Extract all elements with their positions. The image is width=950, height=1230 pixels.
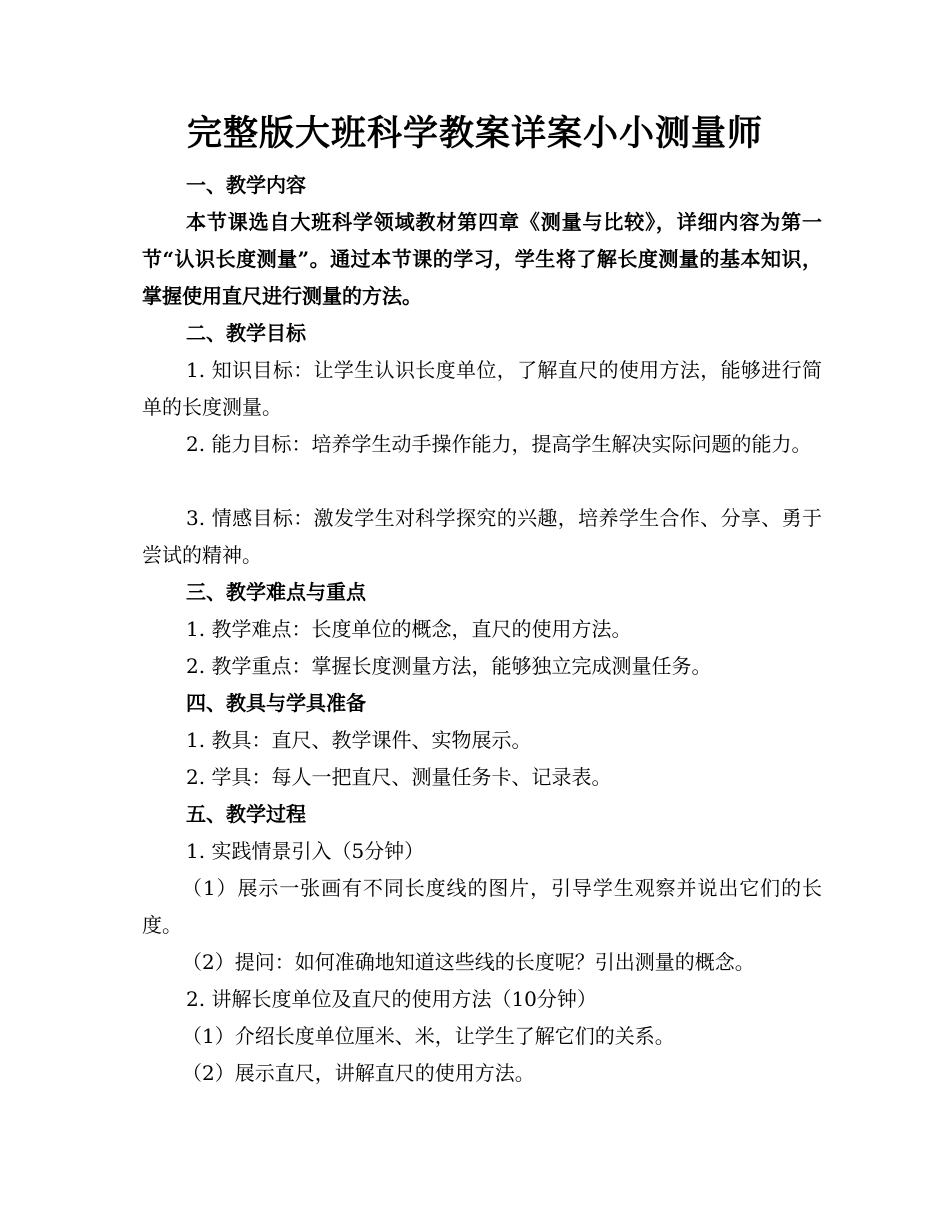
list-item: （1）展示一张画有不同长度线的图片，引导学生观察并说出它们的长度。 [142,876,822,937]
document-title: 完整版大班科学教案详案小小测量师 [186,113,763,154]
section-heading-difficulties: 三、教学难点与重点 [186,580,366,604]
list-item: 1. 教具：直尺、教学课件、实物展示。 [186,728,532,752]
list-item: 1. 教学难点：长度单位的概念，直尺的使用方法。 [186,617,632,641]
list-item: 2. 能力目标：培养学生动手操作能力，提高学生解决实际问题的能力。 [186,432,812,456]
list-item: （2）提问：如何准确地知道这些线的长度呢？引出测量的概念。 [182,950,755,974]
section-body-content: 本节课选自大班科学领域教材第四章《测量与比较》，详细内容为第一节“认识长度测量”。通过本节课的学习，学生将了解长度测量的基本知识，掌握使用直尺进行测量的方法。 [142,210,822,308]
section-heading-content: 一、教学内容 [186,173,306,197]
list-item: 2. 教学重点：掌握长度测量方法，能够独立完成测量任务。 [186,654,712,678]
list-item: （1）介绍长度单位厘米、米，让学生了解它们的关系。 [182,1024,675,1048]
section-heading-materials: 四、教具与学具准备 [186,691,366,715]
list-item: 1. 实践情景引入（5分钟） [186,839,425,863]
list-item: （2）展示直尺，讲解直尺的使用方法。 [182,1061,535,1085]
list-item: 2. 讲解长度单位及直尺的使用方法（10分钟） [186,987,597,1011]
section-heading-objectives: 二、教学目标 [186,321,306,345]
list-item: 2. 学具：每人一把直尺、测量任务卡、记录表。 [186,765,612,789]
list-item: 3. 情感目标：激发学生对科学探究的兴趣，培养学生合作、分享、勇于尝试的精神。 [142,506,822,567]
section-heading-process: 五、教学过程 [186,802,306,826]
list-item: 1. 知识目标：让学生认识长度单位，了解直尺的使用方法，能够进行简单的长度测量。 [142,358,822,419]
